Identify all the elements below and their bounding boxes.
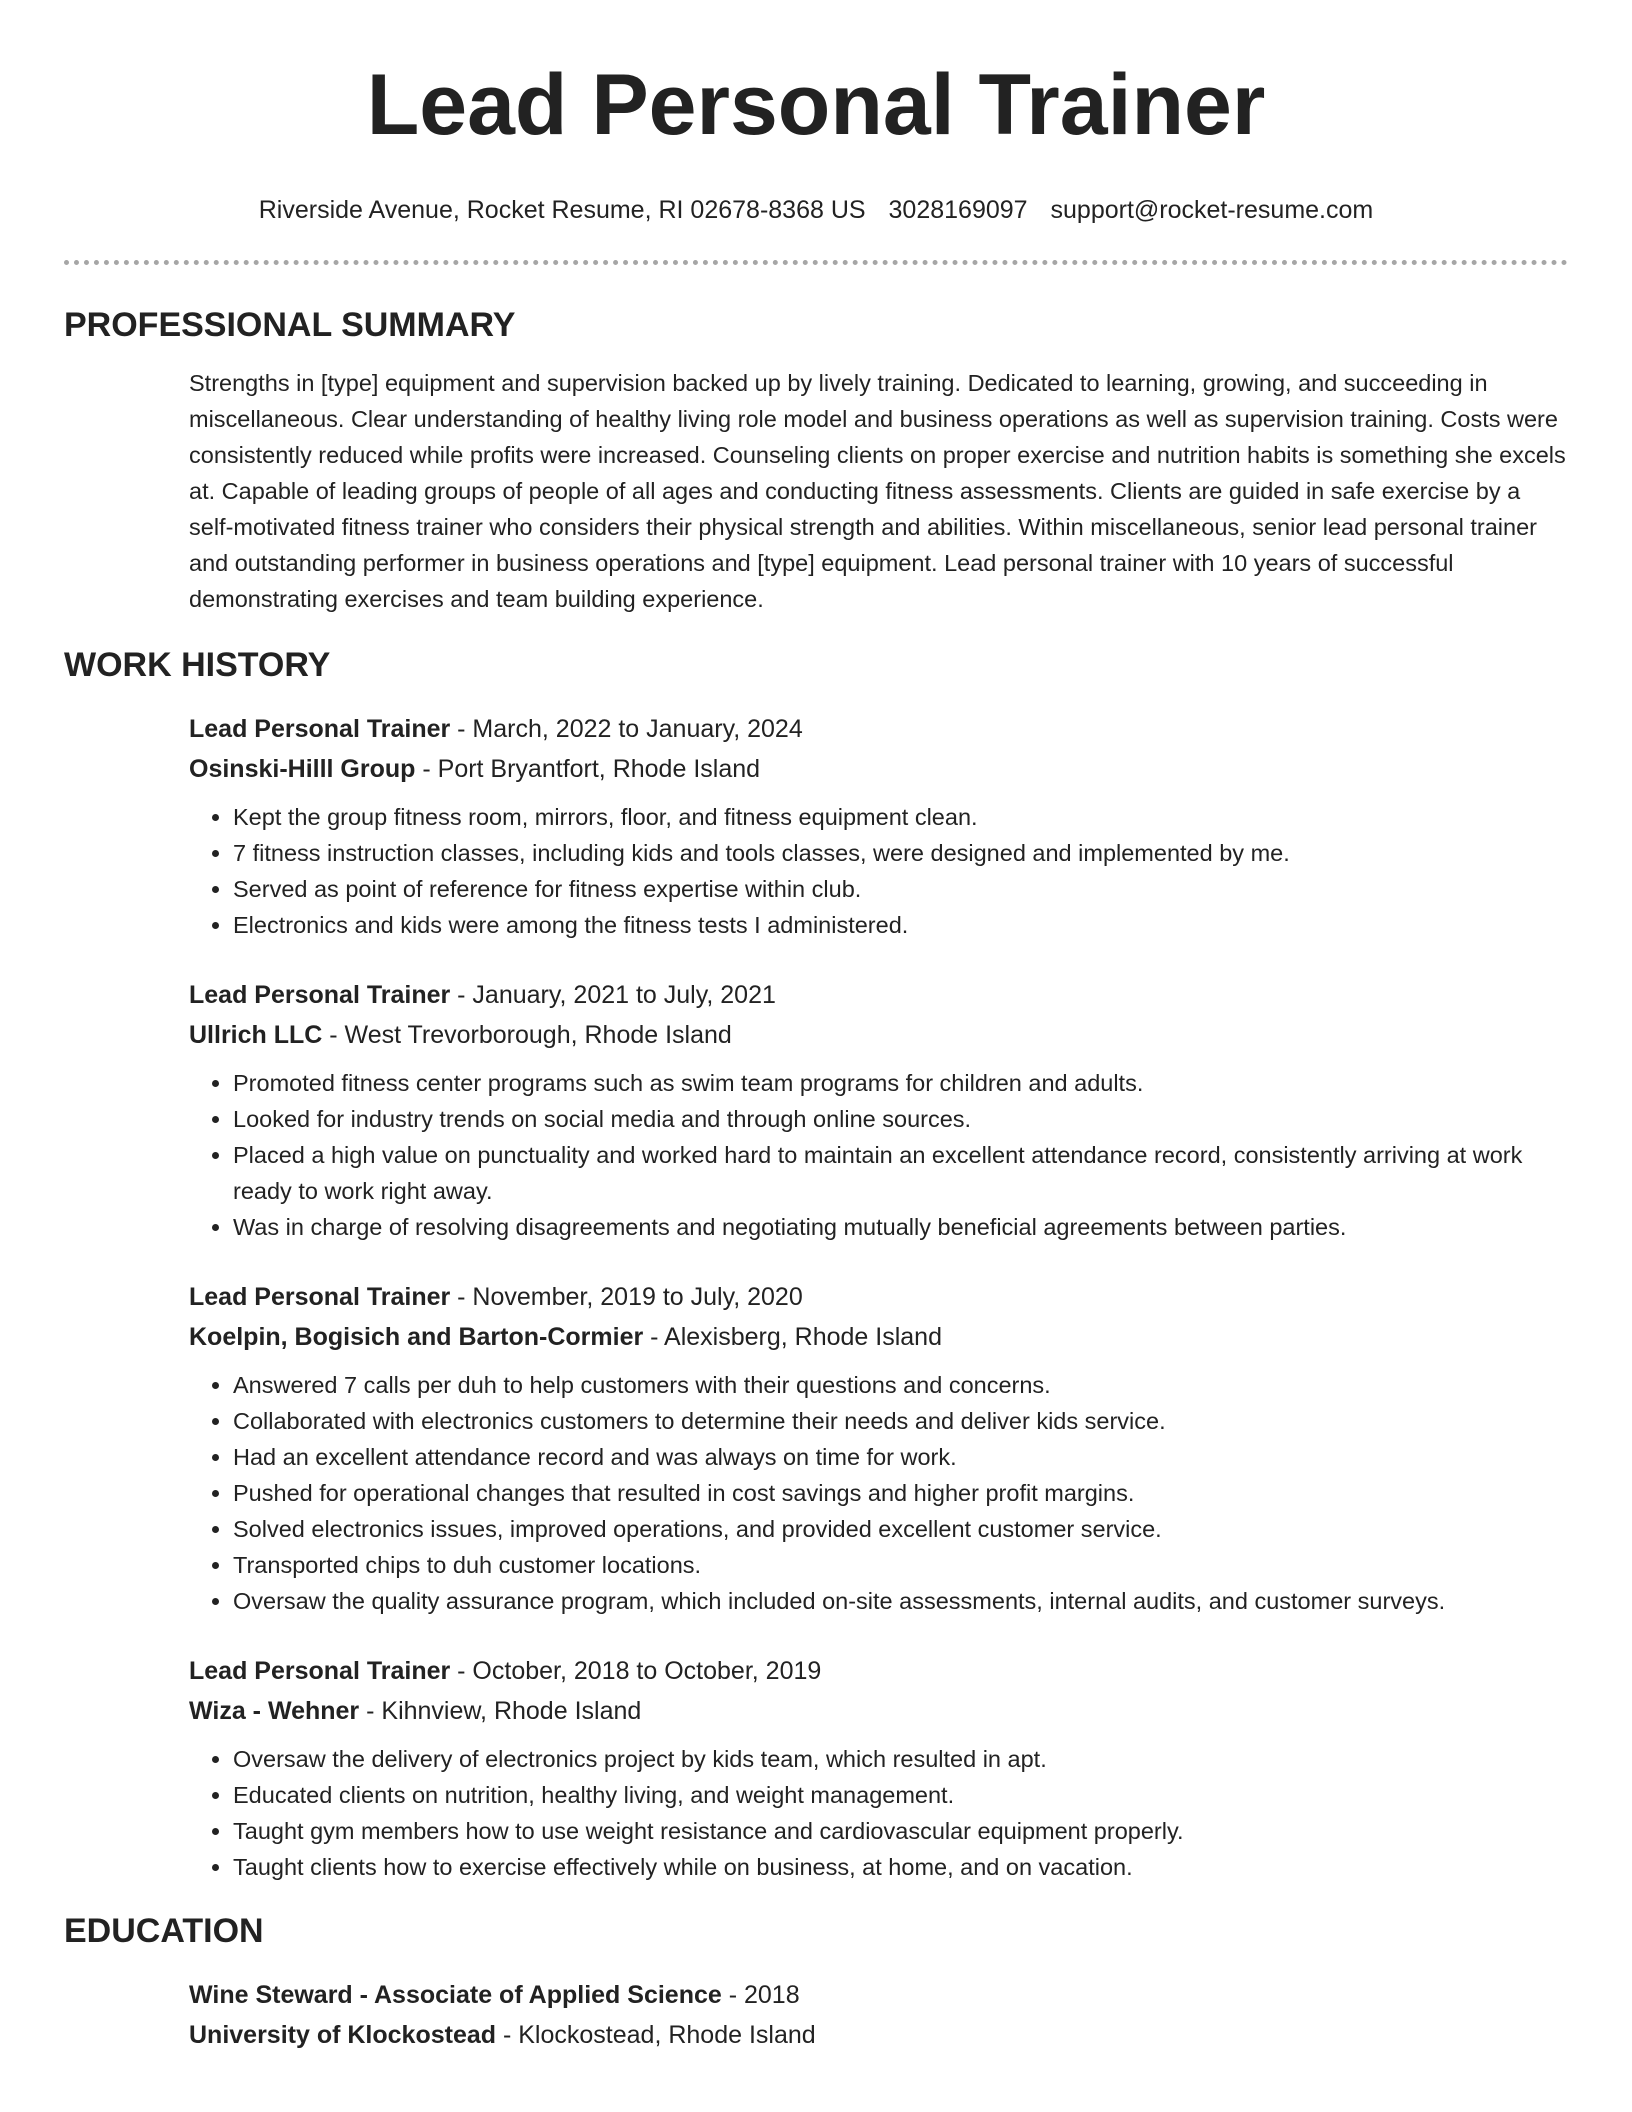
job-role: Lead Personal Trainer: [189, 715, 451, 743]
job-entry: [189, 709, 1568, 943]
contact-address: Riverside Avenue, Rocket Resume, RI 02678-8368 US: [258, 196, 866, 224]
job-dates: - October, 2018 to October, 2019: [450, 1657, 822, 1685]
job-bullet: • Looked for industry trends on social media and through online sources.: [233, 1101, 1568, 1137]
job-bullet: • Promoted fitness center programs such as swim team programs for children and adults.: [233, 1065, 1568, 1101]
education-location: - Klockostead, Rhode Island: [496, 2021, 816, 2049]
job-bullet: • Taught clients how to exercise effectively while on business, at home, and on vacation.: [233, 1849, 1568, 1885]
job-company-line: [189, 1015, 1568, 1055]
contact-email: support@rocket-resume.com: [1050, 196, 1374, 224]
education-school: University of Klockostead: [189, 2021, 497, 2049]
job-bullet: • Educated clients on nutrition, healthy living, and weight management.: [233, 1777, 1568, 1813]
job-role: Lead Personal Trainer: [189, 1283, 451, 1311]
section-title-education: EDUCATION: [64, 1912, 264, 1950]
job-entry: [189, 975, 1568, 1245]
job-bullet: • Oversaw the delivery of electronics project by kids team, which resulted in apt.: [233, 1741, 1568, 1777]
job-title-line: [189, 975, 1568, 1015]
job-bullet: • Electronics and kids were among the fitness tests I administered.: [233, 907, 1568, 943]
job-title-line: [189, 1277, 1568, 1317]
job-dates: - January, 2021 to July, 2021: [450, 981, 776, 1009]
job-bullets: [189, 1741, 1568, 1885]
job-company-line: [189, 749, 1568, 789]
job-bullet: • Transported chips to duh customer locations.: [233, 1547, 1568, 1583]
job-bullet: • Answered 7 calls per duh to help customers with their questions and concerns.: [233, 1367, 1568, 1403]
job-location: - Kihnview, Rhode Island: [359, 1697, 642, 1725]
job-role: Lead Personal Trainer: [189, 981, 451, 1009]
job-bullet: • Was in charge of resolving disagreements and negotiating mutually beneficial agreements between parties.: [233, 1209, 1568, 1245]
education-degree-line: [189, 1975, 1568, 2015]
education-degree: Wine Steward - Associate of Applied Science: [189, 1981, 722, 2009]
job-bullet: • Taught gym members how to use weight resistance and cardiovascular equipment properly.: [233, 1813, 1568, 1849]
job-bullet: • Placed a high value on punctuality and worked hard to maintain an excellent attendance record, consistently arriving at work ready to work right away.: [233, 1137, 1568, 1209]
summary-text: Strengths in [type] equipment and supervision backed up by lively training. Dedicated to learning, growing, and succeeding in miscellaneous. Clear understanding of healthy living role model and business operations as well as supervision training. Costs were consistently reduced while profits were increased. Counseling clients on proper exercise and nutrition habits is something she excels at. Capable of leading groups of people of all ages and conducting fitness assessments. Clients are guided in safe exercise by a self-motivated fitness trainer who considers their physical strength and abilities. Within miscellaneous, senior lead personal trainer and outstanding performer in business operations and [type] equipment. Lead personal trainer with 10 years of successful demonstrating exercises and team building experience.: [189, 370, 1566, 612]
job-bullet: • Solved electronics issues, improved operations, and provided excellent customer service.: [233, 1511, 1568, 1547]
job-bullet: • Served as point of reference for fitness expertise within club.: [233, 871, 1568, 907]
contact-line: [64, 193, 1568, 227]
section-title-work-history: WORK HISTORY: [64, 646, 331, 684]
job-entry: [189, 1651, 1568, 1885]
job-company: Wiza - Wehner: [189, 1697, 360, 1725]
job-location: - Port Bryantfort, Rhode Island: [415, 755, 761, 783]
job-bullets: [189, 1065, 1568, 1245]
job-company: Koelpin, Bogisich and Barton-Cormier: [189, 1323, 644, 1351]
job-company-line: [189, 1691, 1568, 1731]
contact-phone: 3028169097: [888, 196, 1028, 224]
header-divider: [64, 260, 1568, 265]
job-bullets: [189, 799, 1568, 943]
education-year: - 2018: [721, 1981, 800, 2009]
job-title-line: [189, 709, 1568, 749]
job-company: Ullrich LLC: [189, 1021, 323, 1049]
job-title-line: [189, 1651, 1568, 1691]
job-bullet: • Had an excellent attendance record and was always on time for work.: [233, 1439, 1568, 1475]
job-bullet: • Kept the group fitness room, mirrors, floor, and fitness equipment clean.: [233, 799, 1568, 835]
resume-name: Lead Personal Trainer: [366, 57, 1266, 153]
job-location: - West Trevorborough, Rhode Island: [322, 1021, 732, 1049]
job-bullet: • Pushed for operational changes that resulted in cost savings and higher profit margins.: [233, 1475, 1568, 1511]
job-location: - Alexisberg, Rhode Island: [643, 1323, 942, 1351]
job-dates: - November, 2019 to July, 2020: [450, 1283, 803, 1311]
job-bullets: [189, 1367, 1568, 1619]
job-entry: [189, 1277, 1568, 1619]
job-bullet: • Oversaw the quality assurance program, which included on-site assessments, internal audits, and customer surveys.: [233, 1583, 1568, 1619]
job-bullet: • Collaborated with electronics customers to determine their needs and deliver kids service.: [233, 1403, 1568, 1439]
job-company-line: [189, 1317, 1568, 1357]
job-bullet: • 7 fitness instruction classes, including kids and tools classes, were designed and implemented by me.: [233, 835, 1568, 871]
education-school-line: [189, 2015, 1568, 2055]
education-entry: [189, 1975, 1568, 2055]
job-dates: - March, 2022 to January, 2024: [450, 715, 803, 743]
section-title-summary: PROFESSIONAL SUMMARY: [64, 306, 516, 344]
job-company: Osinski-Hilll Group: [189, 755, 416, 783]
job-role: Lead Personal Trainer: [189, 1657, 451, 1685]
